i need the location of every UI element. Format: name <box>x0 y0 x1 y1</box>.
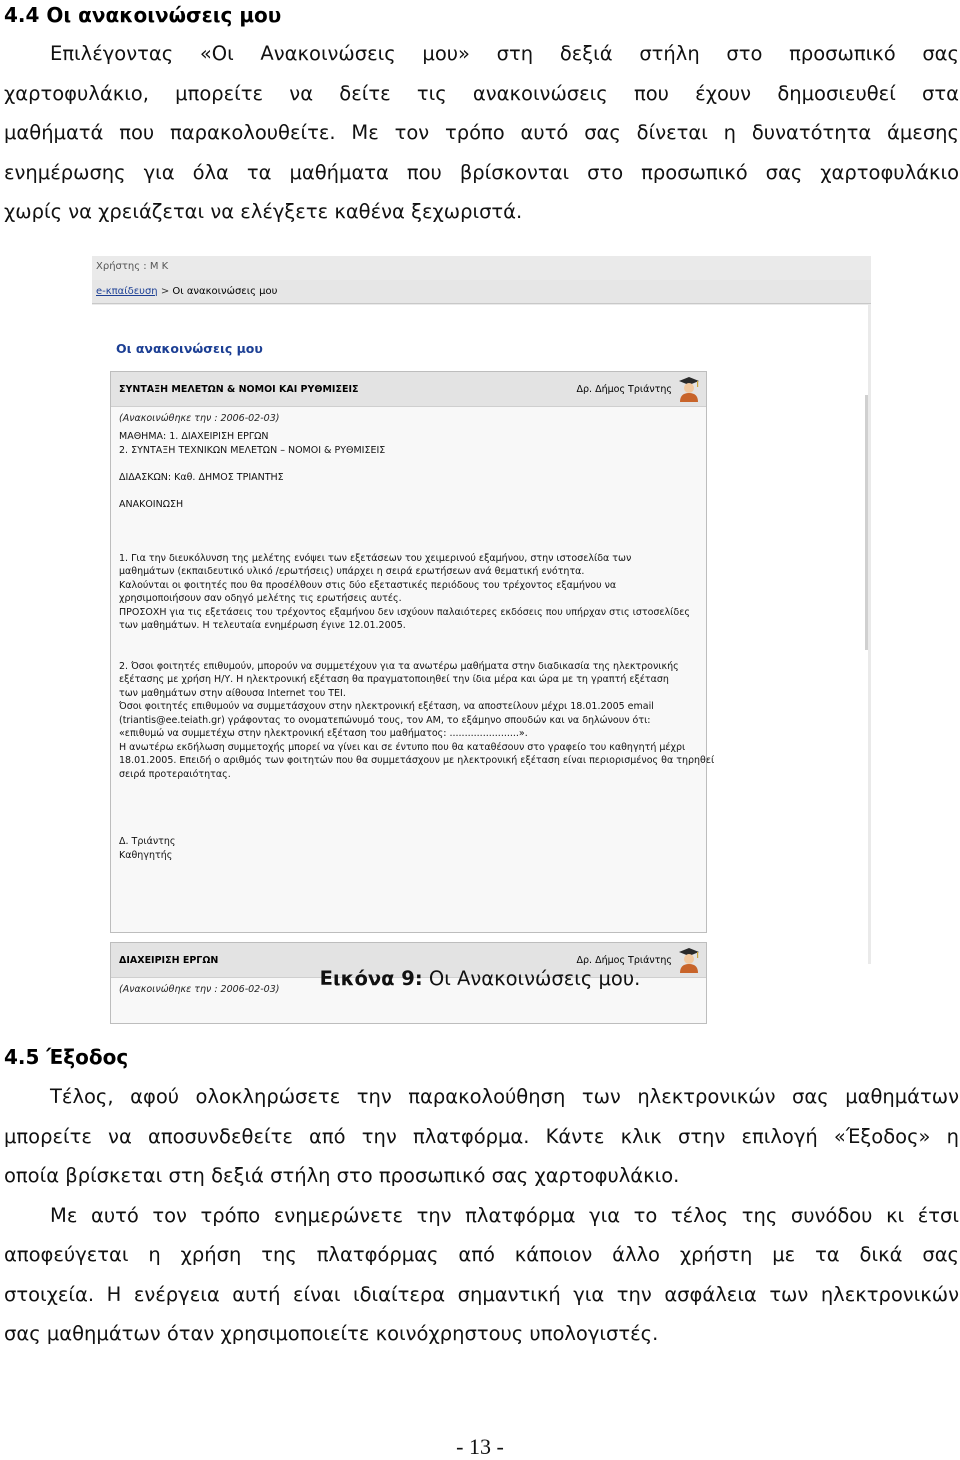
announcement-body-gap <box>119 511 698 525</box>
paragraph-line: μαθήματά που παρακολουθείτε. Με τον τρόπο αυτό σας δίνεται η δυνατότητα άμεσης <box>4 121 959 144</box>
paragraph-line: αποφεύγεται η χρήση της πλατφόρμας από κάποιον άλλο χρήστη με τα δικά σας <box>4 1243 959 1266</box>
announcement-body-gap <box>119 633 698 647</box>
announcement-body-line: των μαθημάτων στην αίθουσα Internet του ΤΕΙ. <box>119 687 346 699</box>
section-heading-4-5: 4.5 Έξοδος <box>4 1045 129 1069</box>
announcement-body-line: ΠΡΟΣΟΧΗ για τις εξετάσεις του τρέχοντος εξαμήνου δεν ισχύουν παλαιότερες εκδόσεις που υπήρχαν στις ιστοσελίδες <box>119 606 690 618</box>
announcement-body-gap <box>119 795 698 809</box>
teacher-avatar-icon <box>678 376 700 402</box>
announcement-body-gap <box>119 484 698 498</box>
announcement-body-line: εξέτασης με χρήση Η/Υ. Η ηλεκτρονική εξέταση θα πραγματοποιηθεί την ίδια μέρα και ώρα με τη γραπτή εξέταση <box>119 674 669 685</box>
breadcrumb-home-link[interactable]: e-κπαίδευση <box>96 286 158 297</box>
announcement-date: (Ανακοινώθηκε την : 2006-02-03) <box>119 413 280 424</box>
announcement-body-line: Δ. Τριάντης <box>119 836 176 847</box>
breadcrumb-separator: > <box>160 286 170 297</box>
announcement-body-line: Καθηγητής <box>119 849 173 861</box>
announcement-body-line: χρησιμοποιήσουν σαν οδηγό μελέτης τις ερωτήσεις αυτές. <box>119 593 402 604</box>
announcement-body-line: Η ανωτέρω εκδήλωση συμμετοχής μπορεί να γίνει και σε έντυπο που θα καταθέσουν στο γραφείο του καθηγητή μέχρι <box>119 741 686 753</box>
announcement-body-line: (triantis@ee.teiath.gr) γράφοντας το ονοματεπώνυμό τους, τον ΑΜ, το εξάμηνο σπουδών και να δηλώνουν ότι: <box>119 714 651 726</box>
section-4-4-paragraph <box>4 34 959 232</box>
announcement-teacher: Δρ. Δήμος Τριάντης <box>576 384 672 395</box>
announcement-body-line: 18.01.2005. Επειδή ο αριθμός των φοιτητών που θα συμμετάσχουν με ηλεκτρονική εξέταση είναι περιορισμένος θα τηρηθεί <box>119 755 715 766</box>
announcement-body-gap <box>119 538 698 552</box>
announcement-body-line: μαθημάτων (εκπαιδευτικό υλικό /ερωτήσεις) υπάρχει η σειρά ερωτήσεων ανά θεματική ενότητα. <box>119 566 585 577</box>
breadcrumb-current: Οι ανακοινώσεις μου <box>172 286 278 297</box>
announcement-body <box>111 430 715 862</box>
scrollbar[interactable] <box>865 395 868 650</box>
paragraph-line: Επιλέγοντας «Οι Ανακοινώσεις μου» στη δεξιά στήλη στο προσωπικό σας <box>50 42 959 65</box>
announcement-body-line: των μαθημάτων. Η τελευταία ενημέρωση έγινε 12.01.2005. <box>119 620 406 631</box>
section-heading-4-4: 4.4 Οι ανακοινώσεις μου <box>4 3 282 27</box>
paragraph-line: χαρτοφυλάκιο, μπορείτε να δείτε τις ανακοινώσεις που έχουν δημοσιευθεί στα <box>4 81 959 105</box>
user-bar: Χρήστης : Μ Κ <box>96 261 169 272</box>
figure-caption-text: Οι Ανακοινώσεις μου. <box>422 967 641 990</box>
paragraph-line: οποία βρίσκεται στη δεξιά στήλη στο προσωπικό σας χαρτοφυλάκιο. <box>4 1164 680 1187</box>
section-4-5-paragraph <box>4 1077 959 1354</box>
announcement-body-line: 1. Για την διευκόλυνση της μελέτης ενόψει των εξετάσεων του χειμερινού εξαμήνου, στην ιστοσελίδα των <box>119 552 632 564</box>
announcement-body-gap <box>119 646 698 660</box>
announcement-body-gap <box>119 822 698 836</box>
announcement-course: ΣΥΝΤΑΞΗ ΜΕΛΕΤΩΝ & ΝΟΜΟΙ ΚΑΙ ΡΥΘΜΙΣΕΙΣ <box>119 384 359 395</box>
announcement-body-line: ΜΑΘΗΜΑ: 1. ΔΙΑΧΕΙΡΙΣΗ ΕΡΓΩΝ <box>119 431 269 442</box>
announcement-body-line: Όσοι φοιτητές επιθυμούν να συμμετάσχουν στην ηλεκτρονική εξέταση, να αποστείλουν μέχρι 18.01.2005 email <box>119 701 654 712</box>
announcement-body-gap <box>119 781 698 795</box>
announcement-body-line: 2. Όσοι φοιτητές επιθυμούν, μπορούν να συμμετέχουν για τα ανωτέρω μαθήματα στην διαδικασία της ηλεκτρονικής <box>119 660 679 672</box>
announcement-body-line: σειρά προτεραιότητας. <box>119 768 231 780</box>
announcement-body-line: «επιθυμώ να συμμετέχω στην ηλεκτρονική εξέταση του μαθήματος: .......................». <box>119 728 528 739</box>
paragraph-line: σας μαθημάτων όταν χρησιμοποιείτε κοινόχρηστους υπολογιστές. <box>4 1322 659 1345</box>
paragraph-line: Τέλος, αφού ολοκληρώσετε την παρακολούθηση των ηλεκτρονικών σας μαθημάτων <box>50 1085 959 1108</box>
announcement-header <box>111 372 706 407</box>
announcement-date: (Ανακοινώθηκε την : 2006-02-03) <box>119 984 280 995</box>
paragraph-line: χωρίς να χρειάζεται να ελέγξετε καθένα ξεχωριστά. <box>4 200 523 223</box>
announcement-body-gap <box>119 525 698 539</box>
announcement-body-line: ΑΝΑΚΟΙΝΩΣΗ <box>119 498 184 510</box>
paragraph-line: Με αυτό τον τρόπο ενημερώνετε την πλατφόρμα για το τέλος της συνόδου κι έτσι <box>50 1203 959 1227</box>
announcement-body-line: ΔΙΔΑΣΚΩΝ: Καθ. ΔΗΜΟΣ ΤΡΙΑΝΤΗΣ <box>119 471 284 483</box>
paragraph-line: μπορείτε να αποσυνδεθείτε από την πλατφόρμα. Κάντε κλικ στην επιλογή «Έξοδος» η <box>4 1124 959 1148</box>
figure-caption-label: Εικόνα 9: <box>319 967 423 990</box>
figure-caption <box>0 967 960 990</box>
breadcrumb <box>92 280 871 304</box>
announcement-body-gap <box>119 808 698 822</box>
paragraph-line: ενημέρωσης για όλα τα μαθήματα που βρίσκονται στο προσωπικό σας χαρτοφυλάκιο <box>4 160 959 184</box>
page-title: Οι ανακοινώσεις μου <box>116 341 263 356</box>
announcement-body-gap <box>119 457 698 471</box>
announcement-body-line: Καλούνται οι φοιτητές που θα προσέλθουν στις δύο εξεταστικές περιόδους του τρέχοντος εξαμήνου να <box>119 579 617 591</box>
announcement-body-line: 2. ΣΥΝΤΑΞΗ ΤΕΧΝΙΚΩΝ ΜΕΛΕΤΩΝ – ΝΟΜΟΙ & ΡΥΘΜΙΣΕΙΣ <box>119 444 386 456</box>
page-number: - 13 - <box>456 1434 504 1459</box>
announcement-teacher: Δρ. Δήμος Τριάντης <box>576 955 672 966</box>
announcement-course: ΔΙΑΧΕΙΡΙΣΗ ΕΡΓΩΝ <box>119 955 219 966</box>
announcement-card <box>110 371 715 933</box>
paragraph-line: στοιχεία. Η ενέργεια αυτή είναι ιδιαίτερα σημαντική για την ασφάλεια των ηλεκτρονικών <box>4 1282 959 1306</box>
